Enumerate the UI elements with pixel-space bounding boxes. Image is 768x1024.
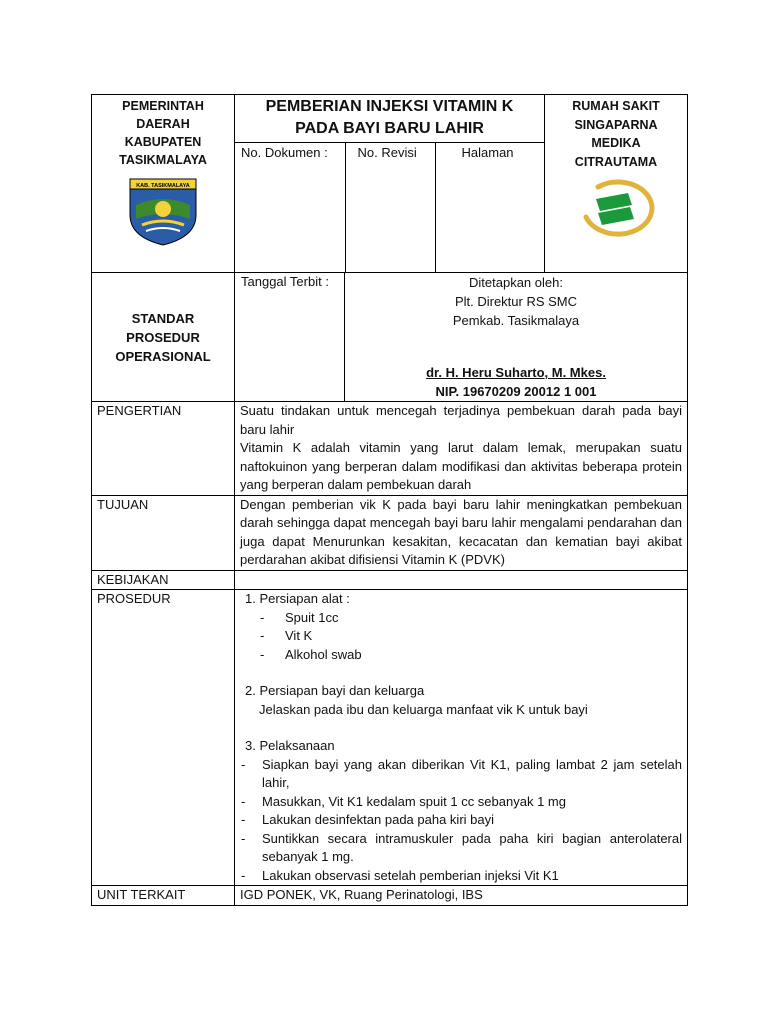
pengertian-label: PENGERTIAN [92, 402, 235, 496]
actions-list [240, 756, 682, 886]
tujuan-label: TUJUAN [92, 495, 235, 570]
revision-label: No. Revisi [345, 143, 435, 272]
org-right-line: MEDIKA [591, 136, 641, 150]
tujuan-content: Dengan pemberian vik K pada bayi baru lahir meningkatkan pembekuan darah sehingga dapat mencegah bayi baru lahir mengalami pendarahan dan juga dapat Menurunkan kesakitan, kecacatan dan kematian bayi akibat perdarahan akibat difisiensi Vitamin K (PDVK) [235, 495, 688, 570]
emblem-text: KAB. TASIKMALAYA [136, 183, 190, 189]
org-left-cell [92, 95, 235, 273]
hospital-logo [545, 177, 687, 243]
signatory-nip: NIP. 19670209 20012 1 001 [435, 384, 597, 399]
kebijakan-label: KEBIJAKAN [92, 570, 235, 590]
org-right-line: SINGAPARNA [574, 117, 658, 132]
emblem-logo [92, 175, 234, 247]
unit-content: IGD PONEK, VK, Ruang Perinatologi, IBS [235, 886, 688, 906]
doc-title: PEMBERIAN INJEKSI VITAMIN K PADA BAYI BARU LAHIR [235, 95, 544, 143]
unit-label: UNIT TERKAIT [92, 886, 235, 906]
sop-label-cell: STANDAR PROSEDUR OPERASIONAL [92, 273, 235, 402]
list-item: - Vit K [240, 627, 682, 646]
list-item: - Siapkan bayi yang akan diberikan Vit K1, paling lambat 2 jam setelah lahir, [240, 756, 682, 793]
list-item: - Suntikkan secara intramuskuler pada paha kiri bagian anterolateral sebanyak 1 mg. [240, 830, 682, 867]
signatory-name: dr. H. Heru Suharto, M. Mkes. [426, 365, 606, 380]
list-item: - Masukkan, Vit K1 kedalam spuit 1 cc sebanyak 1 mg [240, 793, 682, 812]
step-2-heading: 2. Persiapan bayi dan keluarga [245, 683, 425, 698]
doc-meta-table [235, 143, 545, 272]
prosedur-label: PROSEDUR [92, 590, 235, 886]
list-item: - Alkohol swab [240, 646, 682, 665]
tools-list [240, 609, 682, 665]
doc-number-label: No. Dokumen : [235, 143, 345, 272]
kebijakan-content [235, 570, 688, 590]
step-2-text: Jelaskan pada ibu dan keluarga manfaat vik K untuk bayi [259, 701, 588, 717]
org-left-line: PEMERINTAH [122, 99, 204, 113]
approval-block: Ditetapkan oleh: Plt. Direktur RS SMC Pemkab. Tasikmalaya dr. H. Heru Suharto, M. Mkes. NIP. 19670209 20012 1 001 [345, 273, 687, 401]
sop-document [91, 94, 687, 906]
step-3-heading: 3. Pelaksanaan [245, 738, 335, 753]
org-left-line: TASIKMALAYA [119, 153, 207, 167]
list-item: - Lakukan observasi setelah pemberian injeksi Vit K1 [240, 867, 682, 886]
issue-date-label: Tanggal Terbit : [235, 273, 345, 401]
org-right-line: RUMAH SAKIT [572, 99, 660, 113]
title-cell [235, 95, 545, 273]
sop-info-cell [235, 273, 688, 402]
org-right-line: CITRAUTAMA [574, 154, 658, 169]
org-left-line: DAERAH [136, 117, 190, 131]
list-item: - Spuit 1cc [240, 609, 682, 628]
list-item: - Lakukan desinfektan pada paha kiri bayi [240, 811, 682, 830]
org-left-line: KABUPATEN [124, 135, 202, 149]
prosedur-content [235, 590, 688, 886]
step-1-heading: 1. Persiapan alat : [245, 591, 350, 606]
page-label: Halaman [461, 145, 514, 160]
pengertian-content: Suatu tindakan untuk mencegah terjadinya pembekuan darah pada bayi baru lahir Vitamin K adalah vitamin yang larut dalam lemak, merupakan suatu naftokuinon yang berperan dalam modifikasi dan aktivitas beberapa protein yang berperan dalam pembekuan darah [235, 402, 688, 496]
sop-table [91, 94, 688, 906]
org-right-cell [545, 95, 688, 273]
